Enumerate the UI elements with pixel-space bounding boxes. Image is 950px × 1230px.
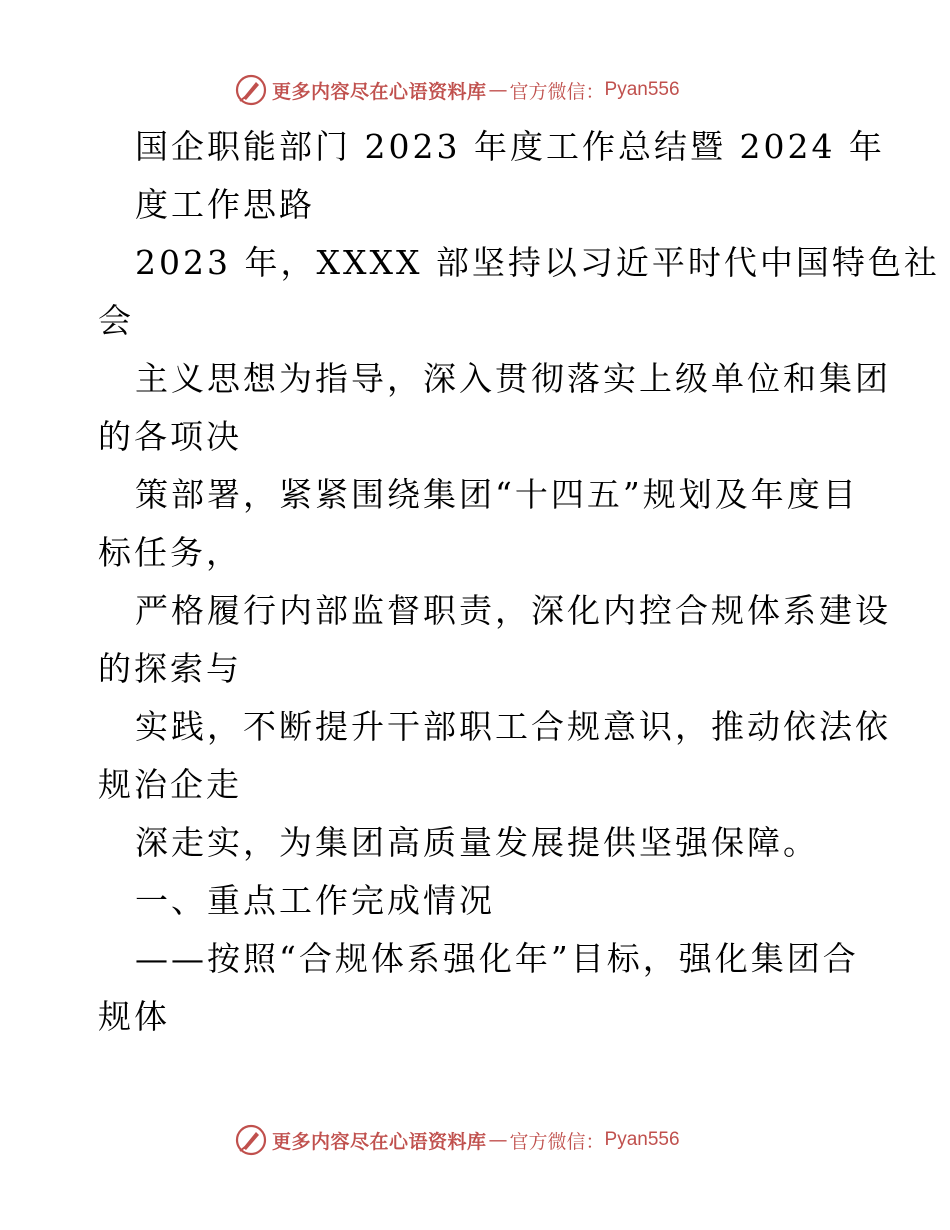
document-body	[98, 118, 940, 1046]
watermark-wechat-id: Pyan556	[604, 79, 680, 100]
header-watermark	[234, 72, 680, 108]
doc-paragraph-line: 规治企走	[98, 765, 242, 804]
quill-logo-icon	[234, 73, 268, 107]
doc-paragraph-line: 规体	[98, 997, 170, 1036]
watermark-separator: —	[488, 79, 508, 101]
footer-watermark	[234, 1122, 680, 1158]
doc-paragraph-line: 2023 年，XXXX 部坚持以习近平时代中国特色社	[135, 243, 940, 282]
doc-paragraph-line: 标任务，	[98, 533, 242, 572]
watermark-separator: —	[488, 1129, 508, 1151]
doc-paragraph-line: 会	[98, 301, 134, 340]
watermark-wechat-id: Pyan556	[604, 1129, 680, 1150]
watermark-official-label: 官方微信：	[509, 1130, 605, 1153]
doc-paragraph-line: 实践，不断提升干部职工合规意识，推动依法依	[135, 707, 891, 746]
watermark-text: 更多内容尽在心语资料库	[272, 80, 487, 103]
doc-title-line-2: 度工作思路	[135, 185, 315, 224]
quill-logo-icon	[234, 1123, 268, 1157]
watermark-text: 更多内容尽在心语资料库	[272, 1130, 487, 1153]
doc-paragraph-line: ——按照“合规体系强化年”目标，强化集团合	[135, 939, 859, 978]
doc-paragraph-line: 深走实，为集团高质量发展提供坚强保障。	[135, 823, 819, 862]
watermark-official-label: 官方微信：	[509, 80, 605, 103]
doc-paragraph-line: 策部署，紧紧围绕集团“十四五”规划及年度目	[135, 475, 859, 514]
doc-paragraph-line: 的探索与	[98, 649, 242, 688]
doc-paragraph-line: 严格履行内部监督职责，深化内控合规体系建设	[135, 591, 891, 630]
section-heading: 一、重点工作完成情况	[135, 881, 495, 920]
doc-paragraph-line: 主义思想为指导，深入贯彻落实上级单位和集团	[135, 359, 891, 398]
doc-title-line-1: 国企职能部门 2023 年度工作总结暨 2024 年	[135, 127, 885, 166]
doc-paragraph-line: 的各项决	[98, 417, 242, 456]
